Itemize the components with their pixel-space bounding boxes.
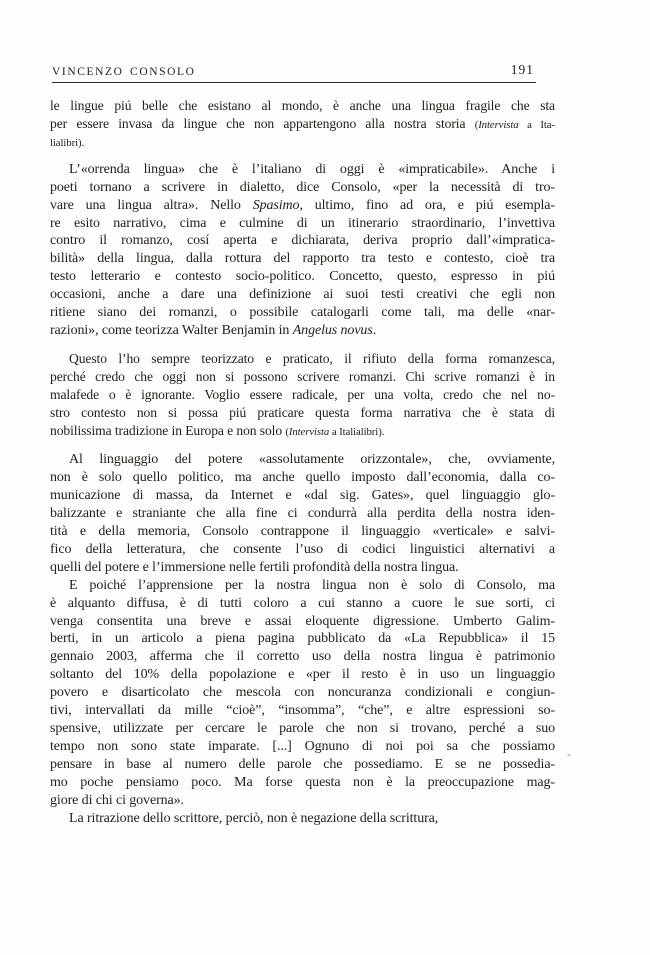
text-line: contro il romanzo, cosí aperta e dichiarata, deriva proprio dall’«impratica-: [50, 233, 555, 249]
text-line: municazione di massa, da Internet e «dal sig. Gates», quel linguaggio glo-: [50, 488, 555, 504]
text-line: nobilissima tradizione in Europa e non solo (Intervista a Italialibri).: [50, 422, 385, 438]
margin-stray-mark: -: [567, 746, 572, 761]
text-line: gennaio 2003, afferma che il corretto uso della nostra lingua è patrimonio: [50, 649, 555, 665]
text-line: testo letterario e contesto socio-politico. Concetto, questo, espresso in piú: [50, 269, 555, 285]
text-line: re esito narrativo, cima e culmine di un itinerario straordinario, l’invettiva: [50, 215, 555, 231]
text-line: Questo l’ho sempre teorizzato e praticato, il rifiuto della forma romanzesca,: [69, 350, 555, 366]
text-line: bilità» della lingua, dalla rottura del rapporto tra testo e contesto, cioè tra: [50, 251, 555, 267]
text-line: tivi, intervallati da mille “cioè”, “insomma”, “che”, e altre espressioni so-: [50, 703, 555, 719]
text-line: vare una lingua altra». Nello Spasimo, ultimo, fino ad ora, e piú esempla-: [50, 197, 555, 213]
text-column: [50, 97, 555, 827]
text-line: le lingue piú belle che esistano al mondo, è anche una lingua fragile che sta: [50, 98, 555, 113]
text-line: ritiene siano dei romanzi, o possibile catalogarli come tali, ma delle «nar-: [50, 305, 555, 321]
text-line: tità e della memoria, Consolo contrappone il linguaggio «verticale» e salvi-: [50, 524, 555, 540]
text-line: Al linguaggio del potere «assolutamente orizzontale», che, ovviamente,: [69, 452, 555, 468]
text-line: povero e disarticolato che mescola con noncuranza condizionali e congiun-: [50, 685, 555, 701]
text-line: tempo non sono state imparate. [...] Ognuno di noi poi sa che possiamo: [50, 738, 555, 754]
text-line: La ritrazione dello scrittore, perciò, non è negazione della scrittura,: [69, 810, 439, 826]
text-line: berti, in un articolo a piena pagina pubblicato da «La Repubblica» il 15: [50, 631, 555, 647]
text-line: razioni», come teorizza Walter Benjamin in Angelus novus.: [50, 322, 377, 338]
text-line: malafede o è ignorante. Voglio essere radicale, per una volta, credo che nel no-: [50, 386, 555, 402]
text-line: fico della letteratura, che consente l’uso di codici linguistici alternativi a: [50, 541, 555, 557]
text-line: balizzante e straniante che alla fine ci condurrà alla perdita della nostra iden-: [50, 506, 555, 522]
text-line: poeti tornano a scrivere in dialetto, dice Consolo, «per la necessità di tro-: [50, 179, 555, 195]
text-line: giore di chi ci governa».: [50, 792, 184, 808]
text-line: pensare in base al numero delle parole che possediamo. E se ne possedia-: [50, 756, 555, 772]
text-line: E poiché l’apprensione per la nostra lingua non è solo di Consolo, ma: [69, 577, 555, 593]
text-line: occasioni, anche a dare una definizione ai suoi testi creativi che egli non: [50, 287, 555, 303]
running-header-title: VINCENZO CONSOLO: [52, 66, 196, 78]
text-line: L’«orrenda lingua» che è l’italiano di oggi è «impraticabile». Anche i: [69, 161, 555, 177]
quote-block: [50, 97, 555, 151]
text-line: stro contesto non si possa piú praticare questa forma narrativa che è stata di: [50, 404, 555, 420]
text-line: è alquanto diffusa, è di tutti coloro a cui stanno a cuore le sue sorti, ci: [50, 595, 555, 611]
text-line: perché credo che oggi non si possono scrivere romanzi. Chi scrive romanzi è in: [50, 368, 555, 384]
text-line: non è solo quello politico, ma anche quello imposto dall’economia, dalla co-: [50, 470, 555, 486]
paragraph: [50, 577, 555, 810]
text-line: lialibri).: [50, 136, 85, 149]
text-line: spensive, utilizzate per cercare le parole che non si trovano, perché a suo: [50, 721, 555, 736]
page-header: [52, 62, 536, 83]
text-line: quelli del potere e l’immersione nelle fertili profondità della nostra lingua.: [50, 559, 459, 575]
text-line: soltanto del 10% della popolazione e «per il resto è in uso un linguaggio: [50, 667, 555, 683]
paragraph: [50, 451, 555, 576]
text-line: per essere invasa da lingue che non appartengono alla nostra storia (Intervista a Ita-: [50, 115, 555, 131]
text-line: mo poche pensiamo poco. Ma forse questa non è la preoccupazione mag-: [50, 774, 555, 790]
paragraph: [50, 810, 555, 828]
paragraph: [50, 161, 555, 340]
page-number: 191: [510, 62, 534, 77]
text-line: venga consentita una breve e assai eloquente digressione. Umberto Galim-: [50, 613, 555, 629]
quote-block: [50, 350, 555, 442]
